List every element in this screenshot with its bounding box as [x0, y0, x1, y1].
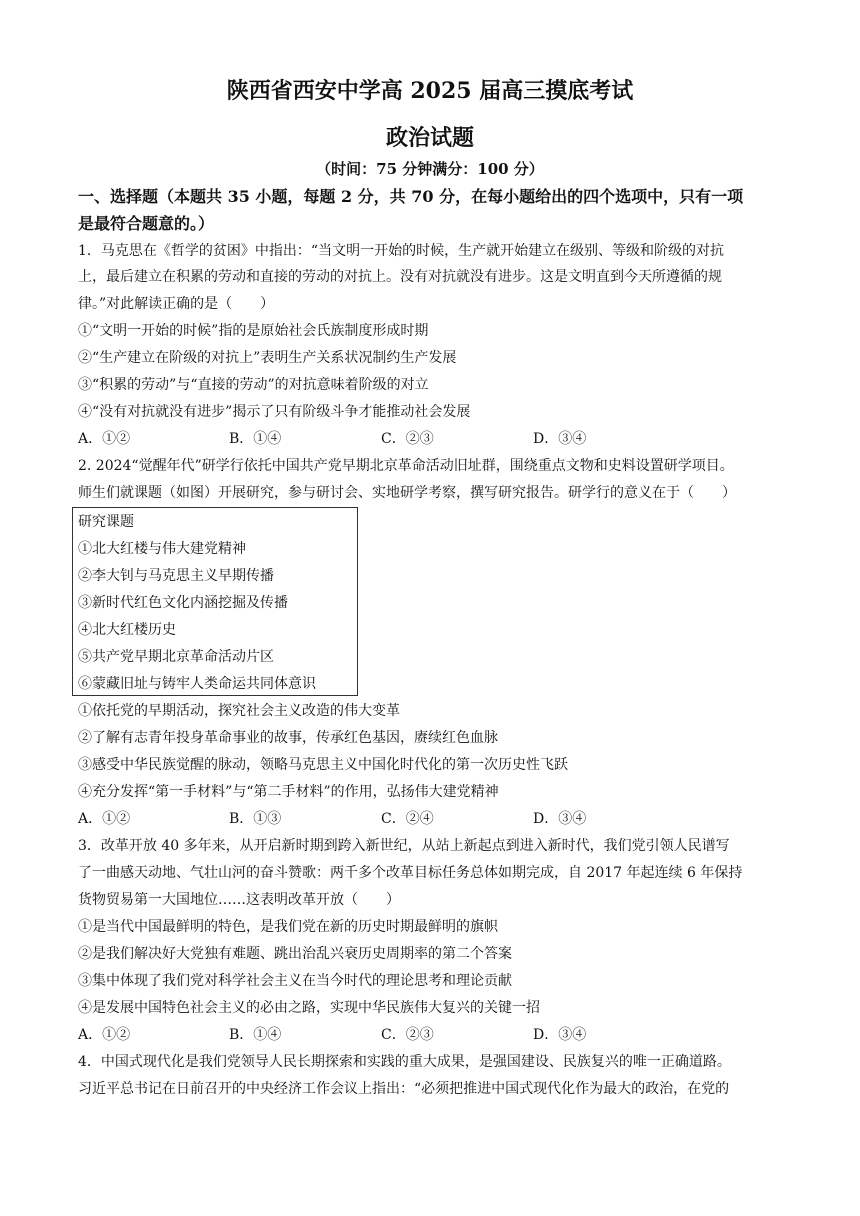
subject-title: 政治试题: [385, 125, 474, 151]
q3-statement: ①是当代中国最鲜明的特色，是我们党在新的历史时期最鲜明的旗帜: [78, 919, 498, 935]
q1-statement: ②“生产建立在阶级的对抗上”表明生产关系状况制约生产发展: [78, 350, 457, 366]
q1-option-d[interactable]: D．③④: [533, 431, 587, 447]
q3-statement: ④是发展中国特色社会主义的必由之路，实现中华民族伟大复兴的关键一招: [78, 1000, 540, 1016]
box-item: ⑥蒙藏旧址与铸牢人类命运共同体意识: [78, 676, 316, 692]
exam-title: 陕西省西安中学高 2025 届高三摸底考试: [226, 78, 634, 104]
q4-stem-line: 4．中国式现代化是我们党领导人民长期探索和实践的重大成果，是强国建设、民族复兴的唯一正确道路。: [78, 1054, 731, 1070]
box-item: ①北大红楼与伟大建党精神: [78, 541, 246, 557]
box-item: ④北大红楼历史: [78, 622, 176, 638]
q2-statement: ③感受中华民族觉醒的脉动，领略马克思主义中国化时代化的第一次历史性飞跃: [78, 757, 568, 773]
q3-statement: ②是我们解决好大党独有难题、跳出治乱兴衰历史周期率的第二个答案: [78, 946, 512, 962]
q1-stem-line: 律。”对此解读正确的是（ ）: [78, 296, 275, 312]
q4-stem-line: 习近平总书记在日前召开的中央经济工作会议上指出：“必须把推进中国式现代化作为最大的政治，在党的: [78, 1081, 730, 1097]
q2-stem-line: 2. 2024“觉醒年代”研学行依托中国共产党早期北京革命活动旧址群，围绕重点文物和史料设置研学项目。: [78, 458, 734, 474]
q2-option-a[interactable]: A．①②: [78, 811, 131, 827]
q3-option-a[interactable]: A．①②: [78, 1027, 131, 1043]
q2-stem-line: 师生们就课题（如图）开展研究，参与研讨会、实地研学考察，撰写研究报告。研学行的意义在于（ ）: [78, 485, 736, 501]
box-item: ③新时代红色文化内涵挖掘及传播: [78, 595, 288, 611]
q3-option-b[interactable]: B．①④: [229, 1027, 282, 1043]
q1-option-a[interactable]: A．①②: [78, 431, 131, 447]
q2-statement: ④充分发挥“第一手材料”与“第二手材料”的作用，弘扬伟大建党精神: [78, 784, 499, 800]
q1-stem-line: 上，最后建立在积累的劳动和直接的劳动的对抗上。没有对抗就没有进步。这是文明直到今天所遵循的规: [78, 269, 722, 285]
box-item: ⑤共产党早期北京革命活动片区: [78, 649, 274, 665]
q2-option-d[interactable]: D．③④: [533, 811, 587, 827]
q3-statement: ③集中体现了我们党对科学社会主义在当今时代的理论思考和理论贡献: [78, 973, 512, 989]
q2-option-c[interactable]: C．②④: [381, 811, 434, 827]
q1-option-c[interactable]: C．②③: [381, 431, 434, 447]
q3-stem-line: 了一曲感天动地、气壮山河的奋斗赞歌：两千多个改革目标任务总体如期完成，自 2017 年起连续 6 年保持: [78, 865, 743, 881]
q2-statement: ②了解有志青年投身革命事业的故事，传承红色基因，赓续红色血脉: [78, 730, 498, 746]
q2-statement: ①依托党的早期活动，探究社会主义改造的伟大变革: [78, 703, 400, 719]
box-heading: 研究课题: [78, 514, 134, 530]
q2-option-b[interactable]: B．①③: [229, 811, 282, 827]
q1-statement: ③“积累的劳动”与“直接的劳动”的对抗意味着阶级的对立: [78, 377, 429, 393]
section-heading-cont: 是最符合题意的。）: [78, 214, 215, 233]
q3-stem-line: 3．改革开放 40 多年来，从开启新时期到跨入新世纪，从站上新起点到进入新时代，我们党引领人民谱写: [78, 838, 730, 854]
q1-statement: ④“没有对抗就没有进步”揭示了只有阶级斗争才能推动社会发展: [78, 404, 471, 420]
research-topics-box: [72, 507, 358, 696]
q1-option-b[interactable]: B．①④: [229, 431, 282, 447]
section-heading: 一、选择题（本题共 35 小题，每题 2 分，共 70 分，在每小题给出的四个选项中，只有一项: [78, 187, 744, 206]
q3-option-d[interactable]: D．③④: [533, 1027, 587, 1043]
time-info: （时间：75 分钟满分：100 分）: [316, 160, 544, 178]
q1-stem-line: 1．马克思在《哲学的贫困》中指出：“当文明一开始的时候，生产就开始建立在级别、等级和阶级的对抗: [78, 243, 725, 259]
q1-statement: ①“文明一开始的时候”指的是原始社会氏族制度形成时期: [78, 323, 429, 339]
box-item: ②李大钊与马克思主义早期传播: [78, 568, 274, 584]
q3-option-c[interactable]: C．②③: [381, 1027, 434, 1043]
q3-stem-line: 货物贸易第一大国地位……这表明改革开放（ ）: [78, 892, 400, 908]
